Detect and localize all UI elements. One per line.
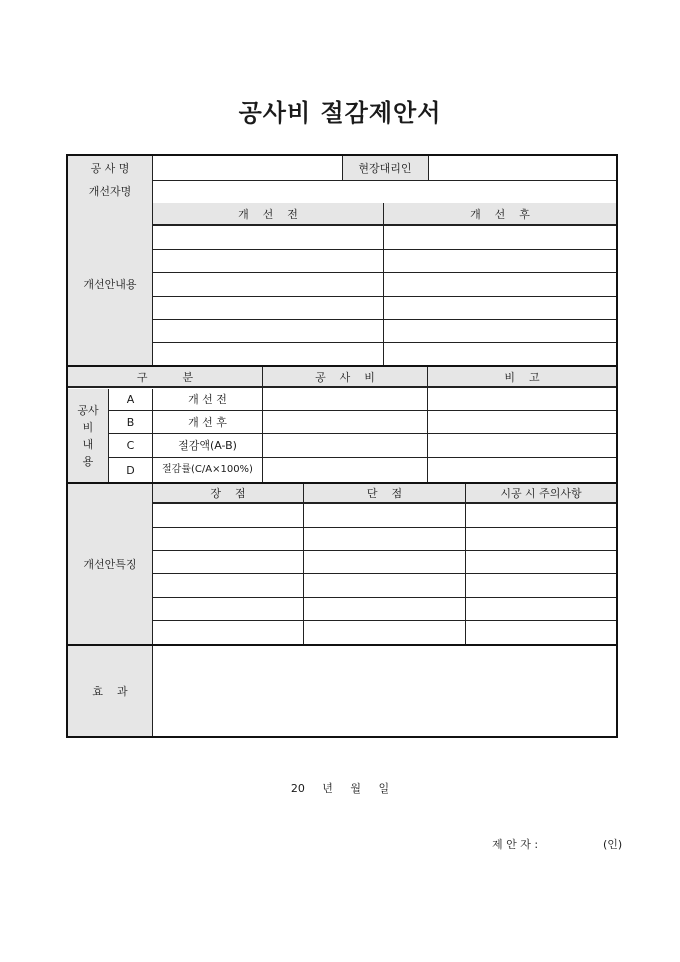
seal-mark: (인) — [603, 838, 623, 851]
site-agent-field[interactable] — [428, 156, 616, 180]
remarks-after-field[interactable] — [428, 411, 616, 433]
effect-area[interactable] — [153, 646, 616, 736]
date-line: 20 년 월 일 — [290, 782, 390, 795]
before-content-area[interactable] — [153, 227, 382, 363]
cost-label-line: 공사 — [77, 403, 99, 417]
proposal-form-table — [66, 154, 618, 738]
before-header: 개 선 전 — [153, 203, 383, 225]
cost-before-field[interactable] — [263, 389, 427, 410]
division-header: 구 분 — [68, 367, 262, 387]
row-code-d: D — [126, 463, 135, 477]
improvement-content-label: 개선안내용 — [68, 203, 152, 365]
row-code-a: A — [126, 393, 135, 406]
advantages-area[interactable] — [153, 505, 302, 643]
remarks-savings-rate-field[interactable] — [428, 458, 616, 482]
row-label-savings-rate: 절감률(C/A×100%) — [162, 464, 253, 475]
remarks-savings-field[interactable] — [428, 434, 616, 457]
cost-header: 공 사 비 — [263, 367, 427, 387]
row-code-c: C — [126, 439, 135, 452]
cost-label-line: 용 — [82, 454, 94, 468]
after-header: 개 선 후 — [384, 203, 616, 225]
precautions-area[interactable] — [466, 505, 615, 643]
effect-label: 효 과 — [68, 646, 152, 736]
row-code-b: B — [126, 415, 135, 429]
remarks-before-field[interactable] — [428, 389, 616, 410]
row-label-after: 개 선 후 — [188, 415, 227, 429]
cost-savings-field[interactable] — [263, 434, 427, 457]
proposer-signature-label: 제 안 자 : — [492, 838, 539, 851]
precautions-header: 시공 시 주의사항 — [466, 484, 616, 502]
remarks-header: 비 고 — [428, 367, 616, 387]
project-name-label: 공 사 명 — [68, 156, 152, 180]
features-label: 개선안특징 — [68, 484, 152, 644]
cost-content-label — [68, 389, 108, 482]
disadvantages-header: 단 점 — [304, 484, 465, 502]
disadvantages-area[interactable] — [304, 505, 464, 643]
proposer-name-field[interactable] — [152, 180, 616, 203]
row-label-before: 개 선 전 — [188, 393, 227, 406]
cost-label-line: 내 — [82, 437, 94, 451]
project-name-field[interactable] — [152, 156, 342, 180]
row-label-savings: 절감액(A-B) — [178, 439, 237, 452]
advantages-header: 장 점 — [153, 484, 303, 502]
after-content-area[interactable] — [384, 227, 615, 363]
cost-after-field[interactable] — [263, 411, 427, 433]
cost-savings-rate-field[interactable] — [263, 458, 427, 482]
proposer-name-label: 개선자명 — [68, 180, 152, 203]
document-title: 공사비 절감제안서 — [238, 99, 442, 127]
cost-label-line: 비 — [82, 420, 94, 434]
site-agent-label: 현장대리인 — [342, 156, 428, 180]
